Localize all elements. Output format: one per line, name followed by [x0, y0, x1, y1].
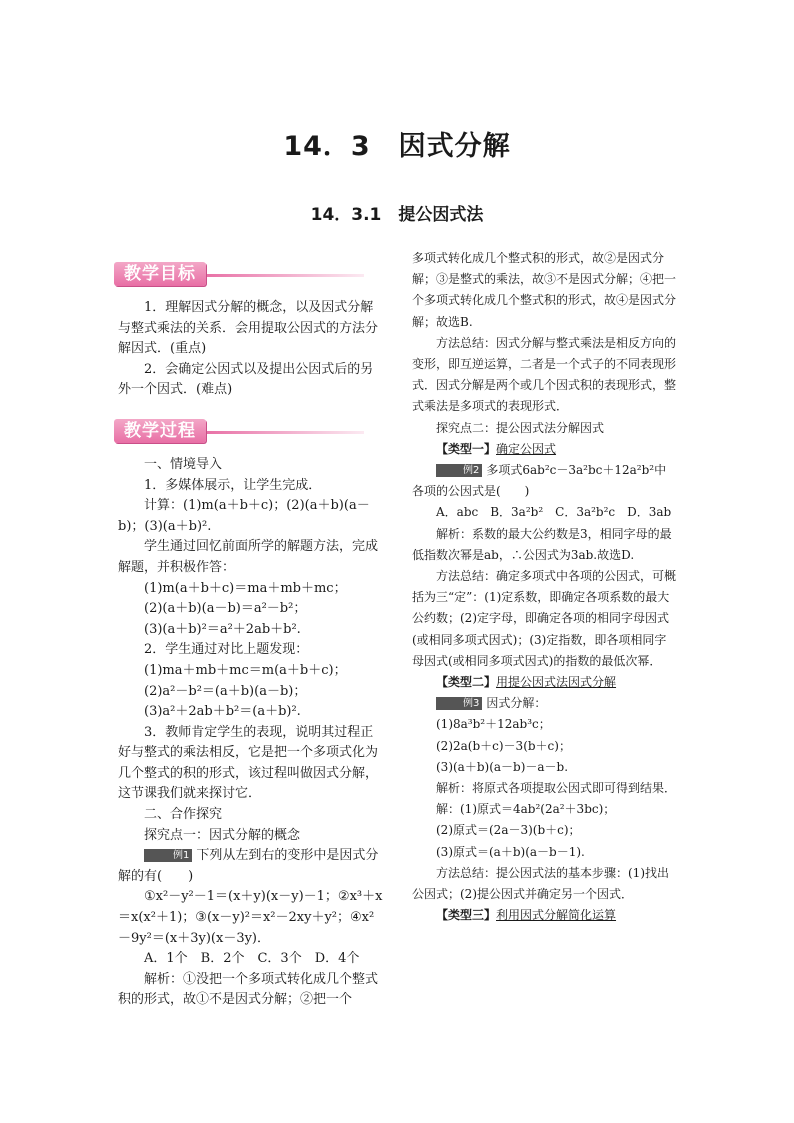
- example-1-analysis: 解析：①没把一个多项式转化成几个整式积的形式，故①不是因式分解；②把一个: [118, 971, 379, 1008]
- process-line: 2．学生通过对比上题发现：: [144, 642, 309, 658]
- type-bracket: 【类型一】: [436, 441, 497, 456]
- process-line: (3)a²＋2ab＋b²＝(a＋b)².: [144, 704, 301, 720]
- section-title: 14．3.1 提公因式法: [310, 205, 484, 225]
- example-3-question: [412, 693, 677, 714]
- example-1-question: [118, 846, 384, 887]
- example-1-options: A．1个 B．2个 C．3个 D．4个: [144, 951, 360, 967]
- process-line: 二、合作探究: [144, 807, 223, 823]
- right-column: [412, 248, 677, 927]
- example-badge: 例1: [144, 849, 192, 862]
- page-title: 14．3 因式分解: [283, 131, 511, 162]
- process-line: 3．教师肯定学生的表现，说明其过程正好与整式的乘法相反，它是把一个多项式化为几个整式的积的形式，该过程叫做因式分解，这节课我们就来探讨它．: [118, 724, 379, 802]
- process-line: (2)a²－b²＝(a＋b)(a－b)；: [144, 683, 307, 699]
- process-line: (1)ma＋mb＋mc＝m(a＋b＋c)；: [144, 662, 347, 678]
- example-3-text: 因式分解：: [486, 696, 547, 711]
- example-2-analysis: 解析：系数的最大公约数是3，相同字母的最低指数次幂是ab，∴公因式为3ab.故选D.: [412, 526, 672, 562]
- goals-banner-label: 教学目标: [114, 262, 206, 286]
- goals-banner: [114, 260, 354, 290]
- example-2-options: A．abc B．3a²b² C．3a²b²c D．3ab: [436, 505, 672, 520]
- goal-1: 1．理解因式分解的概念，以及因式分解与整式乘法的关系．会用提取公因式的方法分解因式．(重点): [118, 300, 379, 357]
- process-line: 计算：(1)m(a＋b＋c)；(2)(a＋b)(a－b)；(3)(a＋b)².: [118, 498, 370, 534]
- type-2-heading: [412, 672, 677, 693]
- process-line: (1)m(a＋b＋c)＝ma＋mb＋mc；: [144, 580, 347, 596]
- left-column: [118, 258, 384, 1011]
- example-3-solution: (2)原式＝(2a－3)(b＋c)；: [436, 823, 581, 838]
- example-badge: 例2: [436, 464, 482, 477]
- process-line: 探究点一：因式分解的概念: [144, 827, 301, 843]
- banner-line: [204, 431, 364, 434]
- process-line: 一、情境导入: [144, 456, 223, 472]
- banner-line: [204, 274, 364, 277]
- method-summary-3: 方法总结：提公因式法的基本步骤：(1)找出公因式；(2)提公因式并确定另一个因式．: [412, 865, 669, 902]
- process-line: (3)(a＋b)²＝a²＋2ab＋b².: [144, 621, 301, 637]
- process-banner-label: 教学过程: [114, 419, 206, 443]
- analysis-continued: 多项式转化成几个整式积的形式，故②是因式分解；③是整式的乘法，故③不是因式分解；④把一个多项式转化成几个整式积的形式，故④是因式分解；故选B.: [412, 251, 677, 329]
- example-3-solution: 解：(1)原式＝4ab²(2a²＋3bc)；: [436, 802, 616, 817]
- type-1-heading: [412, 439, 677, 460]
- process-line: (2)(a＋b)(a－b)＝a²－b²；: [144, 601, 307, 617]
- type-label: 确定公因式: [496, 441, 557, 456]
- type-label: 用提公因式法因式分解: [496, 675, 617, 690]
- method-summary-2: 方法总结：确定多项式中各项的公因式，可概括为三“定”：(1)定系数，即确定各项系数的最大公约数；(2)定字母，即确定各项的相同字母因式(或相同多项式因式)；(3)定指数，即各项相同字母因式(或相同多项式因式)的指数的最低次幂．: [412, 569, 677, 668]
- example-badge: 例3: [436, 697, 482, 710]
- process-line: 1．多媒体展示，让学生完成．: [144, 477, 322, 493]
- process-line: 学生通过回忆前面所学的解题方法，完成解题，并积极作答：: [118, 539, 379, 575]
- goal-2: 2．会确定公因式以及提出公因式后的另外一个因式．(难点): [118, 361, 374, 398]
- example-3-item: (3)(a＋b)(a－b)－a－b.: [436, 759, 569, 774]
- explore-point-2: 探究点二：提公因式法分解因式: [436, 420, 605, 435]
- process-banner: [114, 417, 354, 447]
- example-3-analysis: 解析：将原式各项提取公因式即可得到结果．: [436, 781, 677, 796]
- type-bracket: 【类型二】: [436, 675, 497, 690]
- example-3-solution: (3)原式＝(a＋b)(a－b－1).: [436, 844, 585, 859]
- example-2-question: [412, 460, 677, 502]
- type-label: 利用因式分解简化运算: [496, 908, 617, 923]
- example-3-item: (2)2a(b＋c)－3(b＋c)；: [436, 738, 571, 753]
- example-2-text: 多项式6ab²c－3a²bc＋12a²b²中各项的公因式是( ): [412, 463, 667, 499]
- method-summary-1: 方法总结：因式分解与整式乘法是相反方向的变形，即互逆运算，二者是一个式子的不同表现形式．因式分解是两个或几个因式积的表现形式，整式乘法是多项式的表现形式．: [412, 335, 677, 414]
- type-bracket: 【类型三】: [436, 908, 497, 923]
- example-1-items: ①x²－y²－1＝(x＋y)(x－y)－1；②x³＋x＝x(x²＋1)；③(x－y)²＝x²－2xy＋y²；④x²－9y²＝(x＋3y)(x－3y)．: [118, 889, 383, 946]
- example-3-item: (1)8a³b²＋12ab³c；: [436, 717, 551, 732]
- type-3-heading: [412, 905, 677, 926]
- example-1-text: 下列从左到右的变形中是因式分解的有( ): [118, 848, 379, 884]
